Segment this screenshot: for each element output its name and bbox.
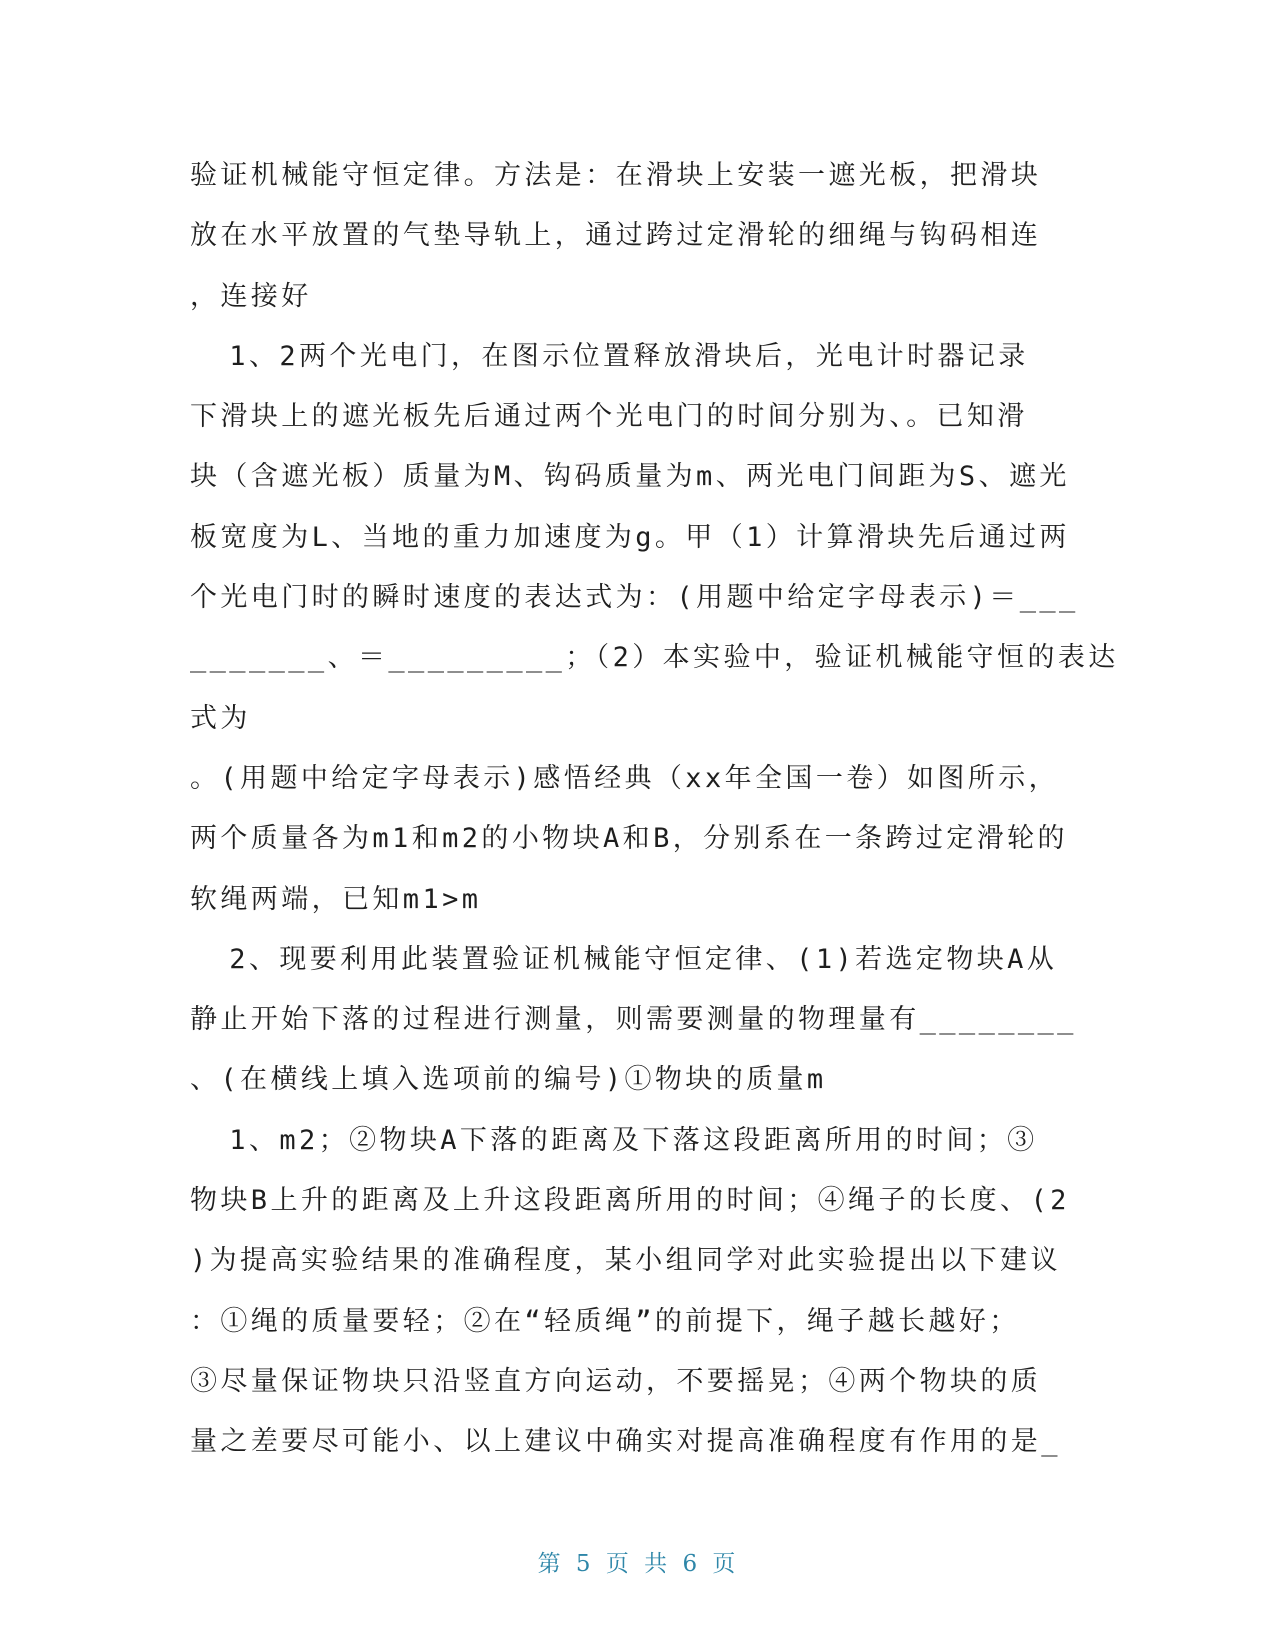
text-line: 物块B上升的距离及上升这段距离所用的时间；④绳子的长度、(2 (190, 1185, 1070, 1217)
text-line: 放在水平放置的气垫导轨上，通过跨过定滑轮的细绳与钩码相连 (190, 220, 1042, 252)
text-line: 两个质量各为m1和m2的小物块A和B，分别系在一条跨过定滑轮的 (190, 823, 1068, 855)
text-line: 静止开始下落的过程进行测量，则需要测量的物理量有________ (190, 1004, 1077, 1036)
text-line: 验证机械能守恒定律。方法是：在滑块上安装一遮光板，把滑块 (190, 160, 1042, 191)
text-line: ，连接好 (190, 280, 312, 312)
text-line: 量之差要尽可能小、以上建议中确实对提高准确程度有作用的是_ (190, 1426, 1061, 1458)
text-line: 式为 (190, 702, 251, 734)
text-line: 板宽度为L、当地的重力加速度为g。甲（1）计算滑块先后通过两 (190, 521, 1070, 553)
text-line: 1、m2；②物块A下落的距离及下落这段距离所用的时间；③ (190, 1124, 1038, 1156)
text-line: 。(用题中给定字母表示)感悟经典（xx年全国一卷）如图所示， (190, 762, 1060, 794)
text-line: 1、2两个光电门，在图示位置释放滑块后，光电计时器记录 (190, 340, 1029, 372)
text-line: 软绳两端，已知m1>m (190, 883, 482, 915)
text-line: )为提高实验结果的准确程度，某小组同学对此实验提出以下建议 (190, 1245, 1061, 1277)
text-line: 2、现要利用此装置验证机械能守恒定律、(1)若选定物块A从 (190, 943, 1058, 975)
text-line: 下滑块上的遮光板先后通过两个光电门的时间分别为、。已知滑 (190, 401, 1028, 433)
text-line: 、(在横线上填入选项前的编号)①物块的质量m (190, 1064, 827, 1096)
body-text (190, 146, 1119, 1473)
text-line: 块（含遮光板）质量为M、钩码质量为m、两光电门间距为S、遮光 (190, 461, 1070, 493)
page-number-footer: 第 5 页 共 6 页 (537, 1551, 738, 1577)
text-line: _______、＝_________；（2）本实验中，验证机械能守恒的表达 (190, 642, 1119, 674)
text-line: 个光电门时的瞬时速度的表达式为：(用题中给定字母表示)＝___ (190, 582, 1079, 614)
text-line: ：①绳的质量要轻；②在“轻质绳”的前提下，绳子越长越好； (190, 1305, 1020, 1337)
text-line: ③尽量保证物块只沿竖直方向运动，不要摇晃；④两个物块的质 (190, 1365, 1042, 1397)
